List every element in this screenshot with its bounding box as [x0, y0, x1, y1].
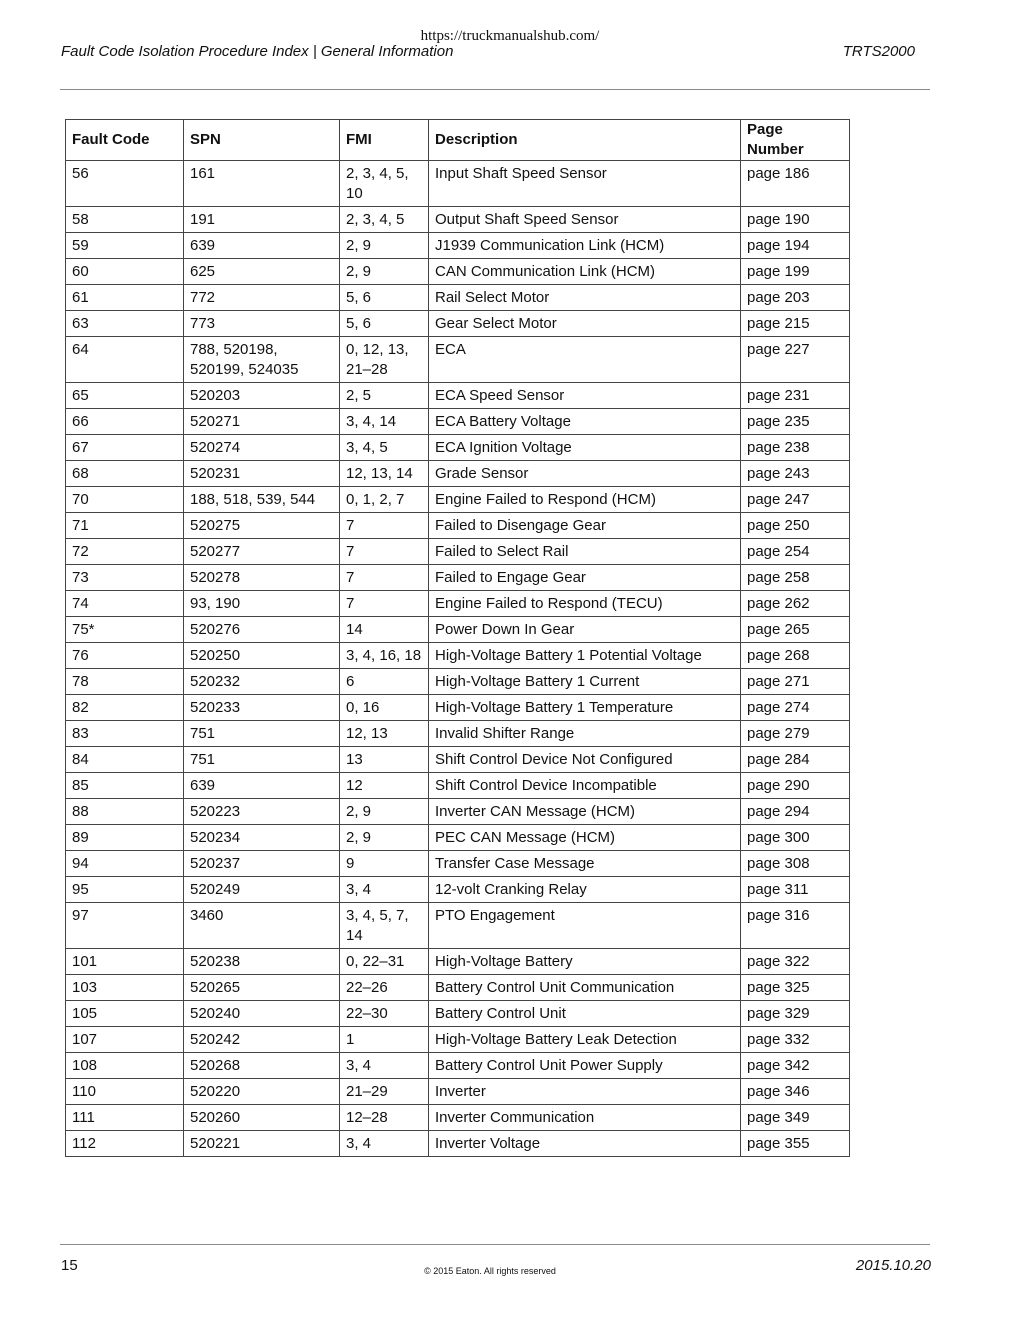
spn-cell: 188, 518, 539, 544	[184, 487, 340, 513]
table-row	[66, 337, 850, 383]
fault-code-cell: 110	[66, 1079, 184, 1105]
page-number-cell: page 215	[741, 311, 850, 337]
spn-cell: 520265	[184, 975, 340, 1001]
table-row	[66, 207, 850, 233]
spn-cell: 520231	[184, 461, 340, 487]
fault-code-cell: 68	[66, 461, 184, 487]
fmi-cell: 3, 4, 16, 18	[340, 643, 429, 669]
revision-date: 2015.10.20	[855, 1257, 931, 1274]
fmi-cell: 2, 9	[340, 233, 429, 259]
copyright-notice: © 2015 Eaton. All rights reserved	[424, 1266, 556, 1276]
column-header-description: Description	[429, 120, 741, 161]
fmi-cell: 0, 22–31	[340, 949, 429, 975]
description-cell: Failed to Engage Gear	[429, 565, 741, 591]
fmi-cell: 3, 4, 14	[340, 409, 429, 435]
fault-code-cell: 101	[66, 949, 184, 975]
description-cell: Engine Failed to Respond (HCM)	[429, 487, 741, 513]
fmi-cell: 2, 3, 4, 5	[340, 207, 429, 233]
page-number-cell: page 271	[741, 669, 850, 695]
table-header-row	[66, 120, 850, 161]
table-row	[66, 161, 850, 207]
table-row	[66, 1053, 850, 1079]
spn-cell: 772	[184, 285, 340, 311]
fmi-cell: 7	[340, 513, 429, 539]
page-number-cell: page 284	[741, 747, 850, 773]
spn-cell: 520268	[184, 1053, 340, 1079]
page-number-cell: page 268	[741, 643, 850, 669]
description-cell: Failed to Select Rail	[429, 539, 741, 565]
fault-code-cell: 71	[66, 513, 184, 539]
column-header-fault-code: Fault Code	[66, 120, 184, 161]
description-cell: Inverter CAN Message (HCM)	[429, 799, 741, 825]
description-cell: J1939 Communication Link (HCM)	[429, 233, 741, 259]
table-row	[66, 513, 850, 539]
description-cell: ECA	[429, 337, 741, 383]
spn-cell: 520240	[184, 1001, 340, 1027]
fmi-cell: 14	[340, 617, 429, 643]
spn-cell: 520278	[184, 565, 340, 591]
page-number-cell: page 265	[741, 617, 850, 643]
spn-cell: 520233	[184, 695, 340, 721]
fault-code-cell: 85	[66, 773, 184, 799]
description-cell: Grade Sensor	[429, 461, 741, 487]
description-cell: Failed to Disengage Gear	[429, 513, 741, 539]
fault-code-cell: 88	[66, 799, 184, 825]
table-row	[66, 285, 850, 311]
fault-code-cell: 61	[66, 285, 184, 311]
description-cell: ECA Battery Voltage	[429, 409, 741, 435]
table-row	[66, 825, 850, 851]
page-number-cell: page 290	[741, 773, 850, 799]
spn-cell: 520274	[184, 435, 340, 461]
fmi-cell: 3, 4	[340, 1053, 429, 1079]
fmi-cell: 2, 9	[340, 259, 429, 285]
fmi-cell: 1	[340, 1027, 429, 1053]
table-row	[66, 435, 850, 461]
page-number-cell: page 322	[741, 949, 850, 975]
spn-cell: 751	[184, 747, 340, 773]
fault-code-cell: 66	[66, 409, 184, 435]
page-number-cell: page 325	[741, 975, 850, 1001]
fault-code-cell: 65	[66, 383, 184, 409]
fault-code-table	[65, 119, 850, 1157]
spn-cell: 520275	[184, 513, 340, 539]
page-number-cell: page 258	[741, 565, 850, 591]
spn-cell: 520232	[184, 669, 340, 695]
spn-cell: 520221	[184, 1131, 340, 1157]
table-row	[66, 409, 850, 435]
fault-code-cell: 111	[66, 1105, 184, 1131]
spn-cell: 191	[184, 207, 340, 233]
description-cell: High-Voltage Battery 1 Temperature	[429, 695, 741, 721]
fault-code-cell: 82	[66, 695, 184, 721]
fault-code-cell: 78	[66, 669, 184, 695]
description-cell: Battery Control Unit Communication	[429, 975, 741, 1001]
table-row	[66, 851, 850, 877]
description-cell: PTO Engagement	[429, 903, 741, 949]
table-row	[66, 799, 850, 825]
fault-code-cell: 105	[66, 1001, 184, 1027]
header-divider	[60, 89, 930, 90]
table-row	[66, 591, 850, 617]
description-cell: Output Shaft Speed Sensor	[429, 207, 741, 233]
table-row	[66, 669, 850, 695]
page-number-cell: page 190	[741, 207, 850, 233]
fault-code-cell: 112	[66, 1131, 184, 1157]
fmi-cell: 7	[340, 591, 429, 617]
description-cell: 12-volt Cranking Relay	[429, 877, 741, 903]
description-cell: Invalid Shifter Range	[429, 721, 741, 747]
fault-code-cell: 64	[66, 337, 184, 383]
spn-cell: 773	[184, 311, 340, 337]
page-number-cell: page 279	[741, 721, 850, 747]
spn-cell: 520223	[184, 799, 340, 825]
document-id: TRTS2000	[842, 43, 915, 60]
footer-divider	[60, 1244, 930, 1245]
table-row	[66, 539, 850, 565]
spn-cell: 93, 190	[184, 591, 340, 617]
fmi-cell: 21–29	[340, 1079, 429, 1105]
table-row	[66, 1001, 850, 1027]
fault-code-cell: 95	[66, 877, 184, 903]
description-cell: Battery Control Unit Power Supply	[429, 1053, 741, 1079]
fault-code-cell: 56	[66, 161, 184, 207]
table-row	[66, 949, 850, 975]
description-cell: Input Shaft Speed Sensor	[429, 161, 741, 207]
fmi-cell: 12, 13, 14	[340, 461, 429, 487]
table-row	[66, 259, 850, 285]
running-header-title: Fault Code Isolation Procedure Index | General Information	[61, 43, 454, 60]
page-number-cell: page 329	[741, 1001, 850, 1027]
page-number-cell: page 274	[741, 695, 850, 721]
description-cell: Battery Control Unit	[429, 1001, 741, 1027]
fmi-cell: 0, 1, 2, 7	[340, 487, 429, 513]
spn-cell: 639	[184, 233, 340, 259]
page-number-cell: page 247	[741, 487, 850, 513]
fmi-cell: 5, 6	[340, 311, 429, 337]
source-url[interactable]: https://truckmanualshub.com/	[420, 28, 600, 44]
fmi-cell: 0, 16	[340, 695, 429, 721]
table-row	[66, 311, 850, 337]
fault-code-cell: 107	[66, 1027, 184, 1053]
table-body	[66, 161, 850, 1157]
fault-code-cell: 75*	[66, 617, 184, 643]
description-cell: High-Voltage Battery Leak Detection	[429, 1027, 741, 1053]
spn-cell: 520277	[184, 539, 340, 565]
fmi-cell: 2, 9	[340, 799, 429, 825]
fault-code-cell: 89	[66, 825, 184, 851]
fmi-cell: 7	[340, 565, 429, 591]
spn-cell: 161	[184, 161, 340, 207]
fault-code-cell: 58	[66, 207, 184, 233]
fault-code-cell: 60	[66, 259, 184, 285]
page-number-cell: page 243	[741, 461, 850, 487]
spn-cell: 625	[184, 259, 340, 285]
table-row	[66, 1105, 850, 1131]
spn-cell: 520237	[184, 851, 340, 877]
table-row	[66, 617, 850, 643]
page-number-cell: page 235	[741, 409, 850, 435]
spn-cell: 3460	[184, 903, 340, 949]
fault-code-cell: 59	[66, 233, 184, 259]
page-number-cell: page 346	[741, 1079, 850, 1105]
page-number: 15	[61, 1257, 78, 1274]
spn-cell: 520250	[184, 643, 340, 669]
spn-cell: 788, 520198, 520199, 524035	[184, 337, 340, 383]
spn-cell: 520220	[184, 1079, 340, 1105]
fmi-cell: 13	[340, 747, 429, 773]
fmi-cell: 12, 13	[340, 721, 429, 747]
table-row	[66, 461, 850, 487]
description-cell: Rail Select Motor	[429, 285, 741, 311]
page-number-cell: page 250	[741, 513, 850, 539]
fault-code-cell: 83	[66, 721, 184, 747]
page-number-cell: page 300	[741, 825, 850, 851]
description-cell: High-Voltage Battery	[429, 949, 741, 975]
page-number-cell: page 186	[741, 161, 850, 207]
page-number-cell: page 349	[741, 1105, 850, 1131]
description-cell: ECA Ignition Voltage	[429, 435, 741, 461]
fault-code-cell: 63	[66, 311, 184, 337]
spn-cell: 520203	[184, 383, 340, 409]
page-number-cell: page 231	[741, 383, 850, 409]
table-row	[66, 383, 850, 409]
spn-cell: 520260	[184, 1105, 340, 1131]
fmi-cell: 0, 12, 13, 21–28	[340, 337, 429, 383]
fault-code-cell: 84	[66, 747, 184, 773]
table-row	[66, 975, 850, 1001]
table-row	[66, 903, 850, 949]
table-row	[66, 233, 850, 259]
page-number-cell: page 203	[741, 285, 850, 311]
fmi-cell: 2, 3, 4, 5, 10	[340, 161, 429, 207]
page-number-cell: page 316	[741, 903, 850, 949]
fault-code-cell: 70	[66, 487, 184, 513]
table-row	[66, 1079, 850, 1105]
spn-cell: 520238	[184, 949, 340, 975]
table-row	[66, 721, 850, 747]
table-row	[66, 487, 850, 513]
fault-code-cell: 73	[66, 565, 184, 591]
description-cell: Power Down In Gear	[429, 617, 741, 643]
description-cell: PEC CAN Message (HCM)	[429, 825, 741, 851]
page-number-cell: page 332	[741, 1027, 850, 1053]
table-row	[66, 565, 850, 591]
fault-code-cell: 97	[66, 903, 184, 949]
description-cell: Gear Select Motor	[429, 311, 741, 337]
description-cell: Shift Control Device Not Configured	[429, 747, 741, 773]
fault-code-cell: 67	[66, 435, 184, 461]
spn-cell: 520276	[184, 617, 340, 643]
fmi-cell: 12	[340, 773, 429, 799]
column-header-spn: SPN	[184, 120, 340, 161]
spn-cell: 520234	[184, 825, 340, 851]
column-header-fmi: FMI	[340, 120, 429, 161]
fmi-cell: 3, 4	[340, 877, 429, 903]
description-cell: Transfer Case Message	[429, 851, 741, 877]
page-number-cell: page 308	[741, 851, 850, 877]
spn-cell: 520249	[184, 877, 340, 903]
fmi-cell: 9	[340, 851, 429, 877]
fault-code-cell: 72	[66, 539, 184, 565]
page-number-cell: page 311	[741, 877, 850, 903]
spn-cell: 520242	[184, 1027, 340, 1053]
description-cell: Inverter	[429, 1079, 741, 1105]
fault-code-cell: 94	[66, 851, 184, 877]
fault-code-cell: 108	[66, 1053, 184, 1079]
fmi-cell: 3, 4, 5, 7, 14	[340, 903, 429, 949]
description-cell: CAN Communication Link (HCM)	[429, 259, 741, 285]
fmi-cell: 22–30	[340, 1001, 429, 1027]
fmi-cell: 2, 5	[340, 383, 429, 409]
fmi-cell: 2, 9	[340, 825, 429, 851]
fault-code-cell: 76	[66, 643, 184, 669]
description-cell: Shift Control Device Incompatible	[429, 773, 741, 799]
page-number-cell: page 294	[741, 799, 850, 825]
table-row	[66, 747, 850, 773]
table-row	[66, 695, 850, 721]
fault-code-cell: 74	[66, 591, 184, 617]
fmi-cell: 5, 6	[340, 285, 429, 311]
fmi-cell: 3, 4, 5	[340, 435, 429, 461]
fault-code-cell: 103	[66, 975, 184, 1001]
fmi-cell: 6	[340, 669, 429, 695]
table-row	[66, 643, 850, 669]
table-row	[66, 877, 850, 903]
description-cell: ECA Speed Sensor	[429, 383, 741, 409]
spn-cell: 639	[184, 773, 340, 799]
page-number-cell: page 254	[741, 539, 850, 565]
fmi-cell: 7	[340, 539, 429, 565]
description-cell: Engine Failed to Respond (TECU)	[429, 591, 741, 617]
page-number-cell: page 262	[741, 591, 850, 617]
page-number-cell: page 342	[741, 1053, 850, 1079]
description-cell: High-Voltage Battery 1 Current	[429, 669, 741, 695]
page-number-cell: page 238	[741, 435, 850, 461]
description-cell: Inverter Communication	[429, 1105, 741, 1131]
table-row	[66, 1131, 850, 1157]
page-number-cell: page 355	[741, 1131, 850, 1157]
table-row	[66, 1027, 850, 1053]
fmi-cell: 12–28	[340, 1105, 429, 1131]
table-row	[66, 773, 850, 799]
page-number-cell: page 199	[741, 259, 850, 285]
fmi-cell: 3, 4	[340, 1131, 429, 1157]
description-cell: Inverter Voltage	[429, 1131, 741, 1157]
page-number-cell: page 227	[741, 337, 850, 383]
column-header-page-number: Page Number	[741, 120, 850, 161]
spn-cell: 751	[184, 721, 340, 747]
fmi-cell: 22–26	[340, 975, 429, 1001]
description-cell: High-Voltage Battery 1 Potential Voltage	[429, 643, 741, 669]
page-number-cell: page 194	[741, 233, 850, 259]
spn-cell: 520271	[184, 409, 340, 435]
